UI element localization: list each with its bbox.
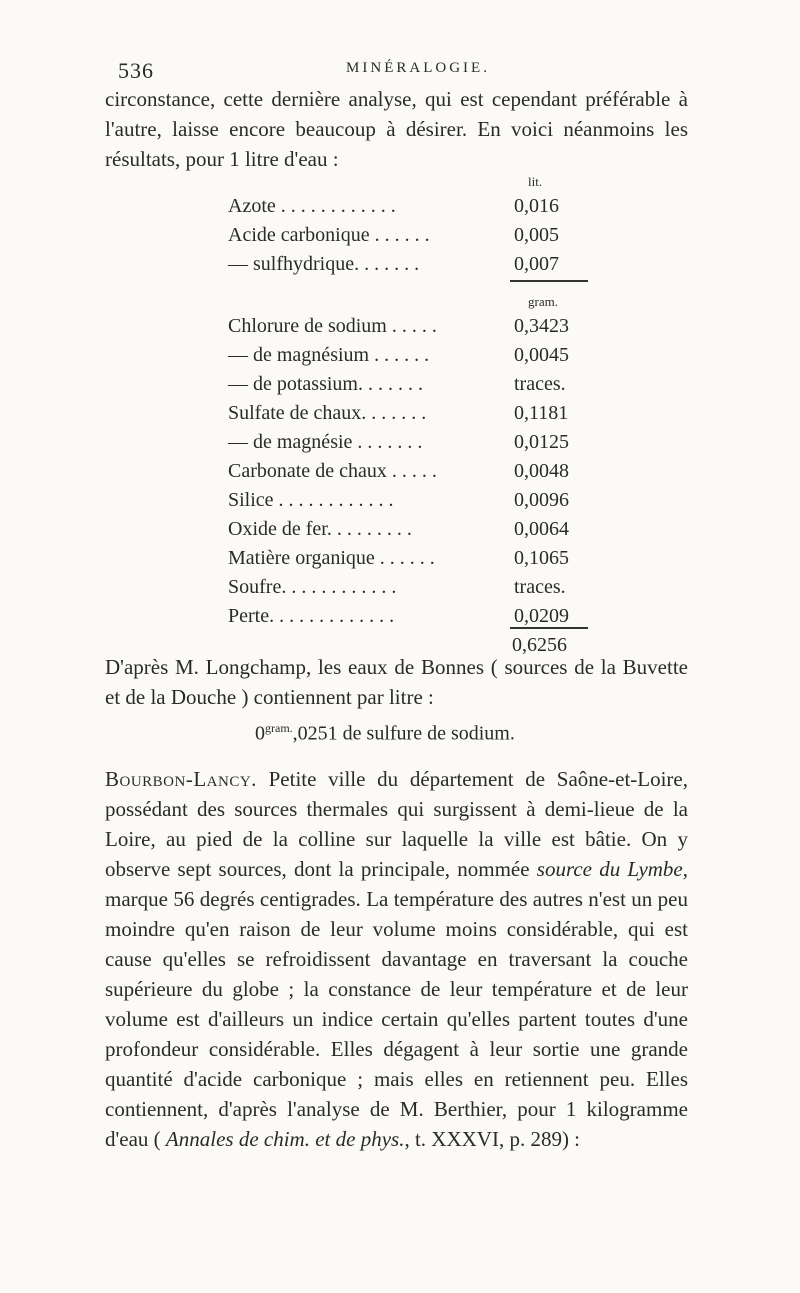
salt-label: Carbonate de chaux . . . . . bbox=[228, 460, 437, 482]
gas-value: 0,007 bbox=[514, 253, 559, 275]
salt-row bbox=[228, 399, 588, 428]
salt-value: 0,3423 bbox=[514, 315, 569, 337]
intro-paragraph: circonstance, cette dernière analyse, qui est cependant préférable à l'autre, laisse encore beaucoup à désirer. En voici néanmoins les résultats, pour 1 litre d'eau : bbox=[105, 87, 688, 171]
gas-value: 0,005 bbox=[514, 224, 559, 246]
sum-rule bbox=[510, 627, 588, 629]
gas-table bbox=[228, 170, 588, 279]
gas-unit: lit. bbox=[528, 174, 543, 189]
salt-row bbox=[228, 428, 588, 457]
salt-label: Sulfate de chaux. . . . . . . bbox=[228, 402, 427, 424]
salt-value: 0,0125 bbox=[514, 431, 569, 453]
salt-row bbox=[228, 515, 588, 544]
salt-value: 0,0209 bbox=[514, 605, 569, 627]
gas-label: — sulfhydrique. . . . . . . bbox=[228, 253, 420, 275]
salt-value: 0,1181 bbox=[514, 402, 569, 424]
salt-unit: gram. bbox=[528, 294, 558, 309]
salt-value: 0,0045 bbox=[514, 344, 569, 366]
gas-label: Acide carbonique . . . . . . bbox=[228, 224, 430, 246]
salt-row bbox=[228, 457, 588, 486]
salt-value: traces. bbox=[514, 576, 566, 598]
salt-label: Chlorure de sodium . . . . . bbox=[228, 315, 437, 337]
bourbon-lancy-paragraph bbox=[105, 764, 688, 1154]
salt-value: 0,1065 bbox=[514, 547, 569, 569]
salt-row bbox=[228, 312, 588, 341]
salt-value: 0,0048 bbox=[514, 460, 569, 482]
salt-row bbox=[228, 544, 588, 573]
salt-label: Matière organique . . . . . . bbox=[228, 547, 435, 569]
salt-row bbox=[228, 341, 588, 370]
salt-label: — de potassium. . . . . . . bbox=[228, 373, 423, 395]
page-number: 536 bbox=[118, 58, 154, 83]
salt-label: Perte. . . . . . . . . . . . . bbox=[228, 605, 395, 627]
salt-value: traces. bbox=[514, 373, 566, 395]
source-name: source du Lymbe bbox=[536, 857, 683, 881]
salt-value: 0,0064 bbox=[514, 518, 569, 540]
gas-row bbox=[228, 192, 588, 221]
bourbon-lancy-heading: Bourbon-Lancy. bbox=[105, 767, 257, 791]
running-title: MINÉRALOGIE. bbox=[346, 60, 490, 76]
salt-label: Soufre. . . . . . . . . . . . bbox=[228, 576, 397, 598]
salt-row bbox=[228, 486, 588, 515]
salt-label: Silice . . . . . . . . . . . . bbox=[228, 489, 394, 511]
bourbon-text-3: , t. XXXVI, p. 289) : bbox=[404, 1127, 581, 1151]
gas-rule bbox=[510, 280, 588, 282]
gas-row bbox=[228, 250, 588, 279]
salt-value: 0,0096 bbox=[514, 489, 569, 511]
sulfide-formula bbox=[255, 721, 655, 746]
longchamp-paragraph: D'après M. Longchamp, les eaux de Bonnes ( sources de la Buvette et de la Douche ) contiennent par litre : bbox=[105, 655, 688, 709]
gas-value: 0,016 bbox=[514, 195, 559, 217]
formula-rest: ,0251 de sulfure de sodium. bbox=[292, 722, 515, 745]
salt-row bbox=[228, 370, 588, 399]
salt-label: Oxide de fer. . . . . . . . . bbox=[228, 518, 412, 540]
salt-row bbox=[228, 573, 588, 602]
gas-row bbox=[228, 221, 588, 250]
salt-label: — de magnésie . . . . . . . bbox=[228, 431, 423, 453]
salt-total: 0,6256 bbox=[512, 634, 567, 656]
salt-table bbox=[228, 290, 588, 656]
salt-label: — de magnésium . . . . . . bbox=[228, 344, 430, 366]
formula-unit: gram. bbox=[265, 721, 293, 735]
bourbon-text-2: , marque 56 degrés centigrades. La température des autres n'est un peu moindre qu'en raison de leur volume moins considérable, qui est cause qu'elles se refroidissent davantage en traversant la couche supérieure du globe ; la constance de leur température et de leur volume est d'ailleurs un indice certain qu'elles partent toutes d'une profondeur considérable. Elles dégagent à leur sortie une grande quantité d'acide carbonique ; mais elles en retiennent peu. Elles contiennent, d'après l'analyse de M. Berthier, pour 1 kilogramme d'eau ( bbox=[105, 857, 688, 1151]
gas-label: Azote . . . . . . . . . . . . bbox=[228, 195, 396, 217]
running-head bbox=[118, 58, 718, 84]
citation: Annales de chim. et de phys. bbox=[165, 1127, 405, 1151]
formula-prefix: 0 bbox=[255, 722, 265, 745]
bourbon-text-1: Petite ville du département de Saône-et-Loire, possédant des sources thermales qui surgissent à demi-lieue de la Loire, au pied de la colline sur laquelle la ville est bâtie. On y observe sept sources, dont la principale, nommée bbox=[105, 767, 688, 881]
